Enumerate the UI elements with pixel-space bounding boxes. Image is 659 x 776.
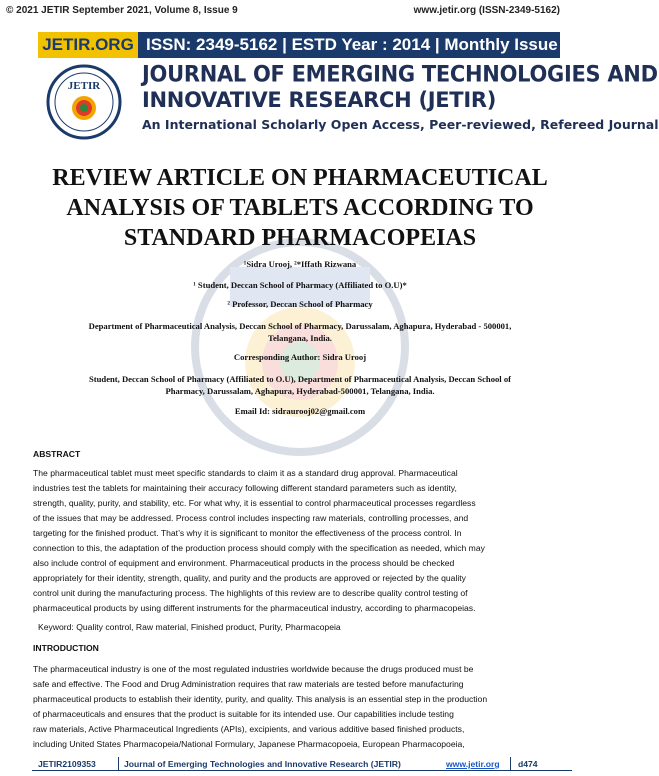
- introduction-line: including United States Pharmacopeia/National Formulary, Japanese Pharmacopoeia, European Pharmacopoeia,: [33, 739, 465, 749]
- title-line: REVIEW ARTICLE ON PHARMACEUTICAL: [52, 165, 548, 191]
- introduction-line: pharmaceutical products to establish their identity, purity, and quality. This analysis is an essential step in the production: [33, 694, 488, 704]
- introduction-line: The pharmaceutical industry is one of the most regulated industries worldwide because the drugs produced must be: [33, 664, 474, 674]
- journal-banner: [38, 32, 659, 140]
- department-line-2: Telangana, India.: [268, 333, 332, 343]
- keywords: Keyword: Quality control, Raw material, Finished product, Purity, Pharmacopeia: [38, 622, 341, 632]
- abstract-line: of the issues that may be addressed. Process control includes inspecting raw materials, controlling processes, and: [33, 513, 469, 523]
- student-line-2: Pharmacy, Darussalam, Aghapura, Hyderabad-500001, Telangana, India.: [165, 386, 435, 396]
- introduction-line: safe and effective. The Food and Drug Administration requires that raw materials are tested before manufacturing: [33, 679, 464, 689]
- introduction-body: [33, 662, 567, 752]
- page-footer: [32, 757, 572, 771]
- jetir-logo-icon: [40, 62, 128, 140]
- jetir-org-tag: JETIR.ORG: [38, 32, 138, 58]
- abstract-line: appropriately for their identity, strength, quality, and purity and the products are approved or rejected by the quality: [33, 573, 466, 583]
- running-header: [0, 0, 600, 22]
- footer-divider: [510, 757, 511, 771]
- footer-journal: Journal of Emerging Technologies and Innovative Research (JETIR): [124, 759, 401, 769]
- affiliation-2: ² Professor, Deccan School of Pharmacy: [227, 299, 373, 309]
- header-site-issn: www.jetir.org (ISSN-2349-5162): [413, 5, 560, 16]
- introduction-heading: INTRODUCTION: [33, 643, 99, 653]
- abstract-line: control unit during the manufacturing process. The highlights of this review are to describe quality control testing of: [33, 588, 468, 598]
- footer-divider: [118, 757, 119, 771]
- introduction-line: raw materials, Active Pharmaceutical Ingredients (APIs), excipients, and various additive based finished products,: [33, 724, 465, 734]
- authors: ¹Sidra Urooj, ²*Iffath Rizwana: [243, 259, 357, 269]
- header-issue-info: © 2021 JETIR September 2021, Volume 8, Issue 9: [6, 5, 238, 16]
- corresponding-author: Corresponding Author: Sidra Urooj: [233, 352, 367, 362]
- email: Email Id: sidraurooj02@gmail.com: [234, 406, 366, 416]
- issn-line: ISSN: 2349-5162 | ESTD Year : 2014 | Monthly Issue: [146, 35, 558, 54]
- abstract-line: connection to this, the adaptation of the production process should comply with the specification as needed, which may: [33, 543, 485, 553]
- logo-text: JETIR: [67, 80, 101, 92]
- affiliation-1: ¹ Student, Deccan School of Pharmacy (Affiliated to O.U)*: [193, 280, 407, 290]
- journal-name-line2: INNOVATIVE RESEARCH (JETIR): [142, 88, 497, 112]
- journal-tagline: An International Scholarly Open Access, Peer-reviewed, Refereed Journal: [142, 117, 659, 132]
- title-line: STANDARD PHARMACOPEIAS: [123, 225, 477, 251]
- introduction-line: of pharmaceuticals and ensures that the product is suitable for its intended use. Our capabilities include testing: [33, 709, 454, 719]
- footer-article-id: JETIR2109353: [38, 759, 96, 769]
- abstract-line: industries test the tablets for maintaining their accuracy following different standard parameters such as identity,: [33, 483, 457, 493]
- footer-rule: [32, 770, 572, 771]
- abstract-body: [33, 466, 567, 616]
- department-line-1: Department of Pharmaceutical Analysis, Deccan School of Pharmacy, Darussalam, Aghapura, Hyderabad - 500001,: [88, 321, 512, 331]
- abstract-heading: ABSTRACT: [33, 449, 81, 459]
- footer-page-number: d474: [518, 759, 538, 769]
- title-line: ANALYSIS OF TABLETS ACCORDING TO: [66, 195, 534, 221]
- abstract-line: also include control of equipment and environment. Pharmaceutical products in the process should be checked: [33, 558, 455, 568]
- abstract-line: targeting for the finished product. That’s why it is significant to monitor the effectiveness of the process control. In: [33, 528, 462, 538]
- abstract-line: strength, quality, purity, and stability, etc. For what why, it is essential to control pharmaceutical processes regardless: [33, 498, 476, 508]
- paper-title: [40, 163, 560, 253]
- abstract-line: pharmaceutical products by using different instruments for the pharmaceutical industry, according to pharmacopeias.: [33, 603, 476, 613]
- abstract-line: The pharmaceutical tablet must meet specific standards to claim it as a standard drug approval. Pharmaceutical: [33, 468, 458, 478]
- journal-name-line1: JOURNAL OF EMERGING TECHNOLOGIES AND: [142, 61, 658, 87]
- footer-site-link[interactable]: www.jetir.org: [446, 759, 500, 769]
- student-line-1: Student, Deccan School of Pharmacy (Affiliated to O.U), Department of Pharmaceutical Analysis, Deccan School of: [89, 374, 511, 384]
